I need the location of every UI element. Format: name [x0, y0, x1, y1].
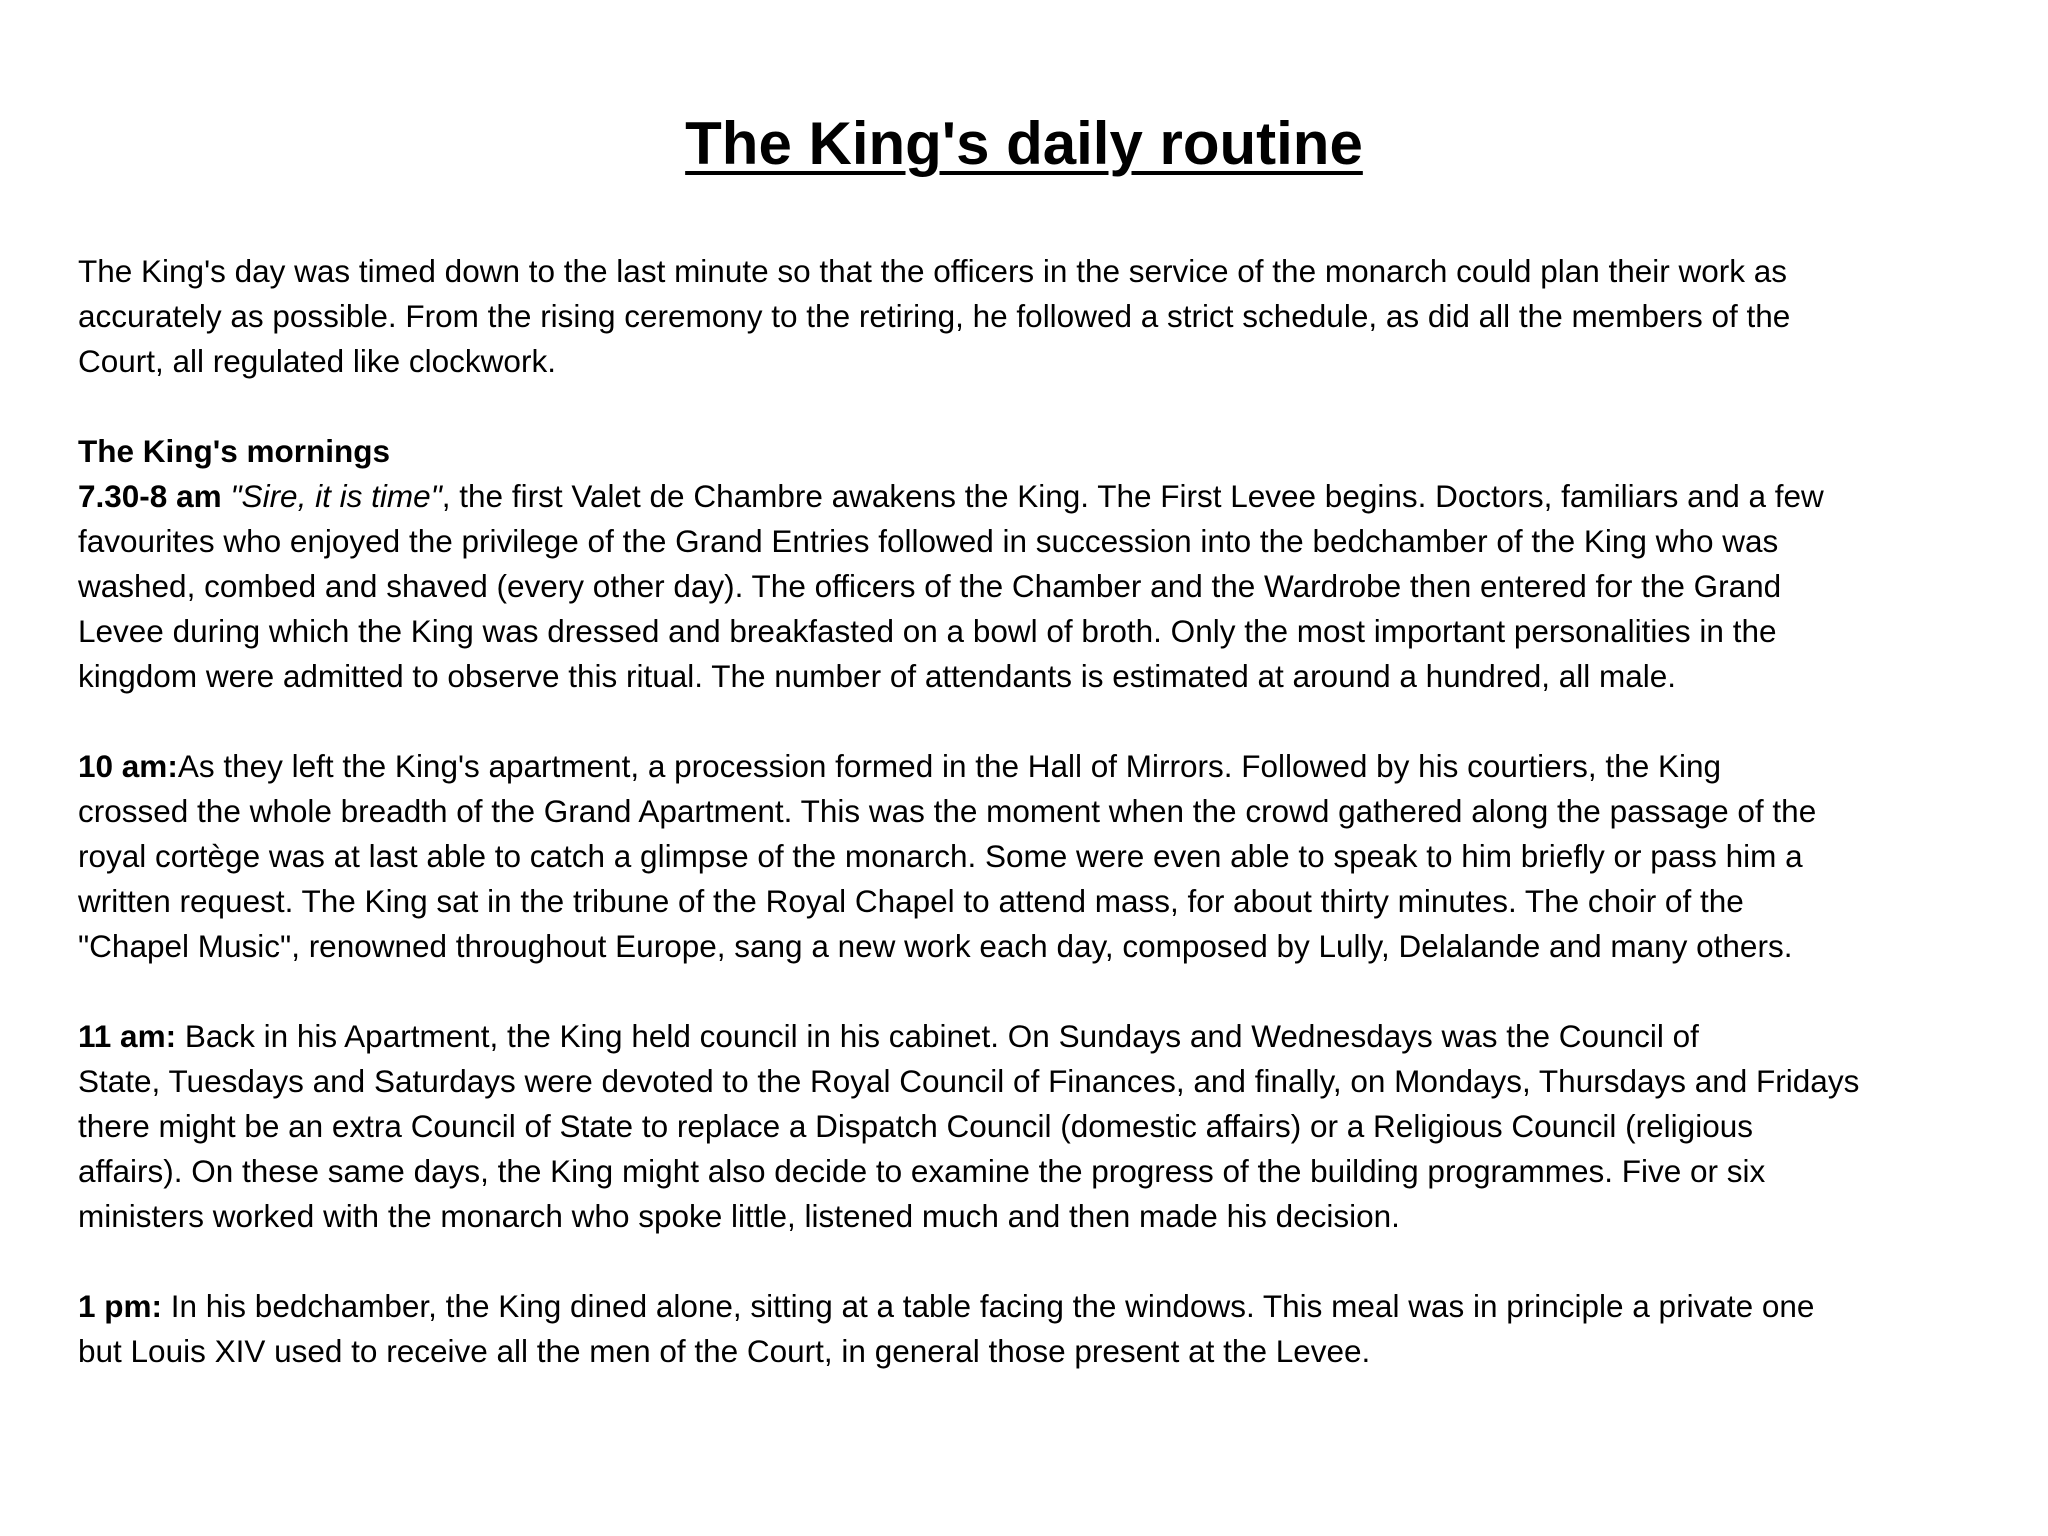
mornings-section: [78, 429, 2008, 699]
one-pm-first-line-text: In his bedchamber, the King dined alone, sitting at a table facing the windows. This meal was in principle a private one: [162, 1288, 1815, 1324]
ten-am-time-label: 10 am:: [78, 748, 178, 784]
one-pm-time-label: 1 pm:: [78, 1288, 163, 1324]
ten-am-line: "Chapel Music", renowned throughout Europe, sang a new work each day, composed by Lully, Delalande and many others.: [78, 928, 1793, 964]
mornings-first-line: [78, 474, 2008, 519]
ten-am-line: crossed the whole breadth of the Grand Apartment. This was the moment when the crowd gathered along the passage of the: [78, 793, 1817, 829]
intro-line: accurately as possible. From the rising ceremony to the retiring, he followed a strict schedule, as did all the members of the: [78, 298, 1791, 334]
document-body: [78, 249, 2008, 1419]
intro-line: Court, all regulated like clockwork.: [78, 343, 556, 379]
eleven-am-line: affairs). On these same days, the King might also decide to examine the progress of the building programmes. Five or six: [78, 1153, 1766, 1189]
one-pm-first-line: [78, 1284, 2008, 1329]
one-pm-line: but Louis XIV used to receive all the men of the Court, in general those present at the Levee.: [78, 1333, 1371, 1369]
eleven-am-line: there might be an extra Council of State to replace a Dispatch Council (domestic affairs) or a Religious Council (religious: [78, 1108, 1753, 1144]
mornings-first-line-text: , the first Valet de Chambre awakens the King. The First Levee begins. Doctors, familiars and a few: [441, 478, 1824, 514]
mornings-line: favourites who enjoyed the privilege of the Grand Entries followed in succession into the bedchamber of the King who was: [78, 523, 1779, 559]
ten-am-line: royal cortège was at last able to catch a glimpse of the monarch. Some were even able to speak to him briefly or pass him a: [78, 838, 1803, 874]
eleven-am-section: [78, 1014, 2008, 1239]
mornings-line: washed, combed and shaved (every other day). The officers of the Chamber and the Wardrobe then entered for the Grand: [78, 568, 1782, 604]
intro-line: The King's day was timed down to the last minute so that the officers in the service of the monarch could plan their work as: [78, 253, 1788, 289]
eleven-am-first-line-text: Back in his Apartment, the King held council in his cabinet. On Sundays and Wednesdays was the Council of: [176, 1018, 1699, 1054]
intro-paragraph: [78, 249, 2008, 384]
ten-am-section: [78, 744, 2008, 969]
ten-am-first-line: [78, 744, 2008, 789]
eleven-am-time-label: 11 am:: [78, 1018, 177, 1054]
eleven-am-line: ministers worked with the monarch who spoke little, listened much and then made his decision.: [78, 1198, 1400, 1234]
ten-am-line: written request. The King sat in the tribune of the Royal Chapel to attend mass, for about thirty minutes. The choir of the: [78, 883, 1744, 919]
mornings-quote: "Sire, it is time": [230, 478, 442, 514]
mornings-line: Levee during which the King was dressed and breakfasted on a bowl of broth. Only the most important personalities in the: [78, 613, 1777, 649]
mornings-time-label: 7.30-8 am: [78, 478, 222, 514]
one-pm-section: [78, 1284, 2008, 1374]
eleven-am-line: State, Tuesdays and Saturdays were devoted to the Royal Council of Finances, and finally, on Mondays, Thursdays and Fridays: [78, 1063, 1860, 1099]
mornings-heading: The King's mornings: [78, 433, 391, 469]
page-title: The King's daily routine: [685, 110, 1363, 177]
mornings-line: kingdom were admitted to observe this ritual. The number of attendants is estimated at around a hundred, all male.: [78, 658, 1677, 694]
ten-am-first-line-text: As they left the King's apartment, a procession formed in the Hall of Mirrors. Followed by his courtiers, the King: [177, 748, 1722, 784]
eleven-am-first-line: [78, 1014, 2008, 1059]
